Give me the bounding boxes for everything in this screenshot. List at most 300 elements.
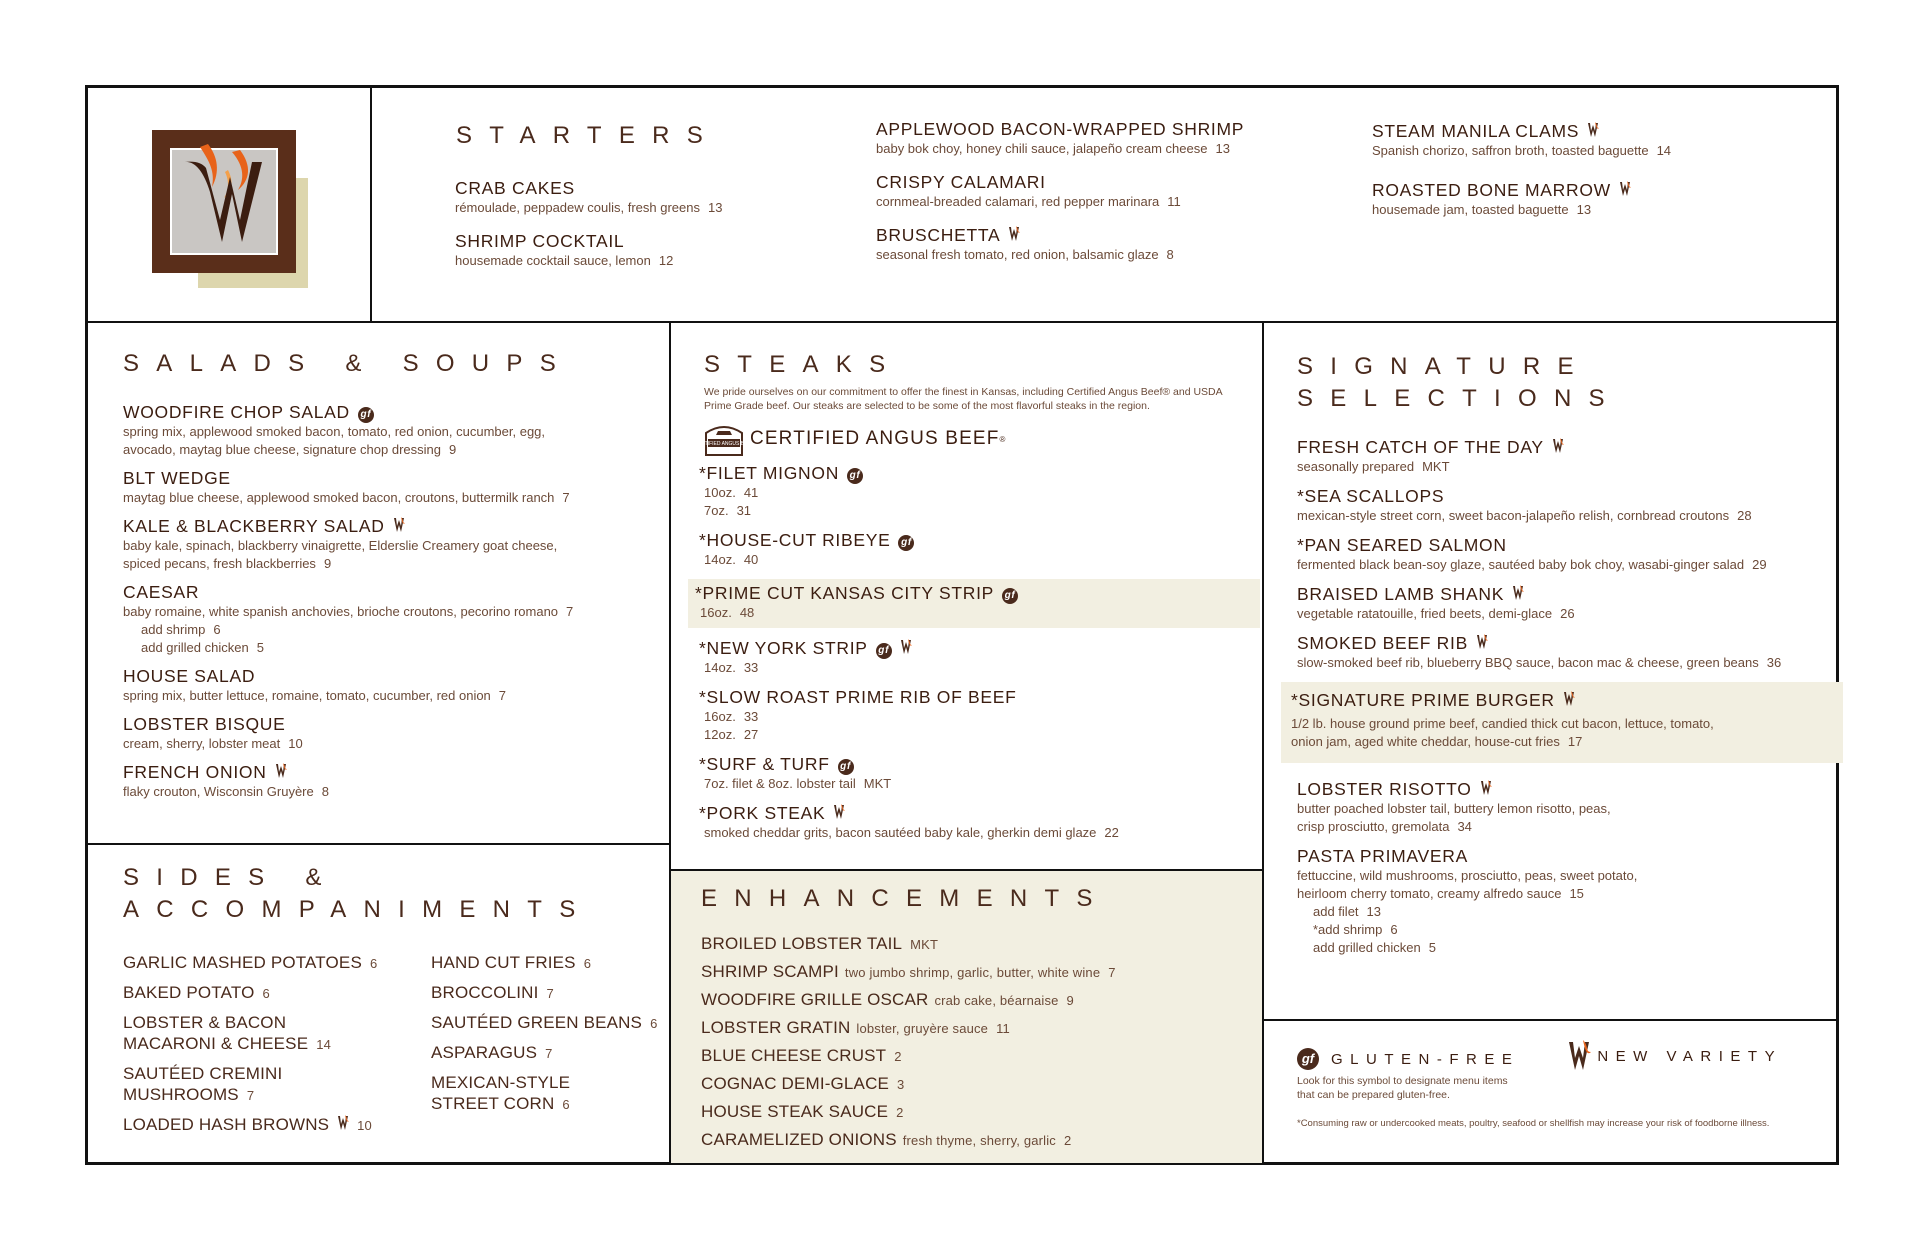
sides-col2 xyxy=(431,952,661,1123)
item-name xyxy=(123,402,653,423)
item-price: 13 xyxy=(1215,141,1230,156)
enhancement-price: 2 xyxy=(896,1105,904,1120)
enhancement-name: HOUSE STEAK SAUCE xyxy=(701,1102,889,1121)
item-price: 12 xyxy=(658,253,674,268)
gf-note: Look for this symbol to designate menu items xyxy=(1297,1075,1508,1087)
add-on-line xyxy=(1297,939,1827,957)
cab-label: CERTIFIED ANGUS BEEF xyxy=(750,428,1000,449)
item-description-text: onion jam, aged white cheddar, house-cut fries xyxy=(1291,734,1560,749)
new-variety-label: NEW VARIETY xyxy=(1597,1047,1783,1065)
item-description xyxy=(876,193,1296,211)
menu-item xyxy=(876,172,1296,211)
item-name-text: *SURF & TURF xyxy=(699,754,830,774)
gluten-free-icon: gf xyxy=(1297,1048,1319,1070)
item-price: 9 xyxy=(323,556,332,571)
sides-section xyxy=(123,862,663,926)
side-item xyxy=(123,952,423,973)
item-name-text: *NEW YORK STRIP xyxy=(699,638,868,658)
item-price: 31 xyxy=(736,503,752,518)
starters-col1 xyxy=(455,178,855,284)
side-item xyxy=(123,1063,423,1105)
item-name-text: KALE & BLACKBERRY SALAD xyxy=(123,516,385,536)
steaks-title: STEAKS xyxy=(704,351,903,378)
side-item-name-2: MACARONI & CHEESE xyxy=(123,1034,309,1053)
item-price: 5 xyxy=(1428,940,1436,955)
enhancement-price: 3 xyxy=(897,1077,905,1092)
menu-item xyxy=(455,178,855,217)
cab-badge-text: CERTIFIED ANGUS BEEF xyxy=(694,441,754,447)
side-item xyxy=(123,982,423,1003)
side-item-price: 7 xyxy=(246,1088,255,1103)
enhancement-item xyxy=(701,933,1241,954)
item-description-text: 10oz. xyxy=(704,485,736,500)
item-description-text: baby romaine, white spanish anchovies, brioche croutons, pecorino romano xyxy=(123,604,559,619)
item-name xyxy=(699,687,1244,708)
item-description-text: *add shrimp xyxy=(1313,922,1383,937)
side-item-name-2: MUSHROOMS xyxy=(123,1085,239,1104)
menu-item xyxy=(876,225,1296,264)
item-name-text: HOUSE SALAD xyxy=(123,666,256,686)
item-description-text: crisp prosciutto, gremolata xyxy=(1297,819,1450,834)
enhancement-description: fresh thyme, sherry, garlic xyxy=(902,1133,1056,1148)
item-name-text: SMOKED BEEF RIB xyxy=(1297,633,1468,653)
sides-title: SIDES & ACCOMPANIMENTS xyxy=(123,864,593,923)
side-item xyxy=(431,1042,661,1063)
item-price: 40 xyxy=(743,552,759,567)
side-item-name: MEXICAN-STYLE xyxy=(431,1073,571,1092)
item-name xyxy=(1297,779,1827,800)
enhancement-item xyxy=(701,989,1241,1010)
enhancement-description: lobster, gruyère sauce xyxy=(856,1021,989,1036)
item-description xyxy=(1297,654,1827,672)
new-variety-icon xyxy=(1476,634,1488,650)
item-name xyxy=(699,463,1244,484)
item-description-text: fettuccine, wild mushrooms, prosciutto, peas, sweet potato, xyxy=(1297,868,1638,883)
item-description xyxy=(123,441,653,459)
side-item xyxy=(123,1114,423,1135)
item-name xyxy=(695,583,1244,604)
menu-item xyxy=(1297,535,1827,574)
item-price: 7 xyxy=(566,604,574,619)
item-name-text: *FILET MIGNON xyxy=(699,463,840,483)
side-item-price: 7 xyxy=(545,1046,553,1061)
side-item-price: 6 xyxy=(369,956,378,971)
menu-item xyxy=(123,468,653,507)
side-item-price: 10 xyxy=(357,1118,372,1133)
menu-item xyxy=(1297,584,1827,623)
item-price: 5 xyxy=(256,640,264,655)
side-item-name-line2 xyxy=(123,1084,423,1105)
item-description xyxy=(704,775,1244,793)
gluten-free-icon: gf xyxy=(876,643,892,659)
item-name xyxy=(876,119,1296,140)
item-description xyxy=(704,726,1244,744)
item-description xyxy=(1297,800,1827,818)
item-description xyxy=(1297,867,1827,885)
gluten-free-icon: gf xyxy=(898,535,914,551)
item-price: 29 xyxy=(1752,557,1767,572)
item-description xyxy=(1297,507,1827,525)
item-name-text: FRESH CATCH OF THE DAY xyxy=(1297,437,1544,457)
item-name-text: *PAN SEARED SALMON xyxy=(1297,535,1507,555)
side-item-name: HAND CUT FRIES xyxy=(431,953,576,972)
item-name-text: BRAISED LAMB SHANK xyxy=(1297,584,1505,604)
item-name-text: *HOUSE-CUT RIBEYE xyxy=(699,530,891,550)
side-item-price: 6 xyxy=(650,1016,658,1031)
side-item xyxy=(431,952,661,973)
item-description-text: add shrimp xyxy=(141,622,206,637)
enhancement-item xyxy=(701,1045,1241,1066)
menu-item xyxy=(123,582,653,657)
enhancement-item xyxy=(701,1101,1241,1122)
item-description-text: flaky crouton, Wisconsin Gruyère xyxy=(123,784,314,799)
enhancement-item xyxy=(701,1073,1241,1094)
side-item-price: 14 xyxy=(316,1037,332,1052)
starters-title: STARTERS xyxy=(456,122,721,149)
item-price: 6 xyxy=(213,622,221,637)
item-name-text: *SLOW ROAST PRIME RIB OF BEEF xyxy=(699,687,1017,707)
side-item-name: GARLIC MASHED POTATOES xyxy=(123,953,362,972)
item-name xyxy=(1297,633,1827,654)
menu-item xyxy=(1372,180,1792,219)
item-description xyxy=(123,687,653,705)
menu-item xyxy=(123,666,653,705)
item-price: 36 xyxy=(1766,655,1782,670)
item-price: 6 xyxy=(1390,922,1398,937)
certified-angus-beef-logo-icon xyxy=(694,421,754,457)
item-description-text: maytag blue cheese, applewood smoked bacon, croutons, buttermilk ranch xyxy=(123,490,555,505)
new-variety-icon xyxy=(1552,438,1564,454)
item-description-text: 16oz. xyxy=(700,605,732,620)
steak-item xyxy=(699,530,1244,569)
cab-heading xyxy=(694,421,1244,457)
item-price: 7 xyxy=(562,490,570,505)
item-price: 41 xyxy=(743,485,759,500)
enhancement-item xyxy=(701,1017,1241,1038)
enhancement-name: BLUE CHEESE CRUST xyxy=(701,1046,887,1065)
new-variety-icon xyxy=(1587,122,1599,138)
gluten-free-icon: gf xyxy=(847,468,863,484)
item-price: 8 xyxy=(1166,247,1174,262)
item-name xyxy=(876,225,1296,246)
item-description-text: 12oz. xyxy=(704,727,736,742)
item-description xyxy=(704,502,1244,520)
item-name-text: PASTA PRIMAVERA xyxy=(1297,846,1468,866)
item-price: 8 xyxy=(321,784,329,799)
item-description xyxy=(1297,458,1827,476)
item-description xyxy=(704,708,1244,726)
steak-item xyxy=(699,803,1244,842)
item-name-text: *PORK STEAK xyxy=(699,803,826,823)
item-name-text: APPLEWOOD BACON-WRAPPED SHRIMP xyxy=(876,119,1245,139)
menu-item xyxy=(1297,486,1827,525)
enhancement-price: MKT xyxy=(910,937,939,952)
item-description-text: heirloom cherry tomato, creamy alfredo sauce xyxy=(1297,886,1562,901)
item-price: 48 xyxy=(739,605,755,620)
item-description-text: 1/2 lb. house ground prime beef, candied thick cut bacon, lettuce, tomato, xyxy=(1291,716,1714,731)
steak-item xyxy=(699,687,1244,744)
item-description-text: Spanish chorizo, saffron broth, toasted baguette xyxy=(1372,143,1649,158)
item-description-text: avocado, maytag blue cheese, signature chop dressing xyxy=(123,442,441,457)
enhancement-price: 2 xyxy=(894,1049,902,1064)
item-description xyxy=(455,199,855,217)
enhancement-price: 2 xyxy=(1063,1133,1072,1148)
item-price: 22 xyxy=(1104,825,1119,840)
item-description-text: vegetable ratatouille, fried beets, demi-glace xyxy=(1297,606,1553,621)
enhancement-price: 9 xyxy=(1066,993,1074,1008)
item-description xyxy=(123,423,653,441)
item-name-text: ROASTED BONE MARROW xyxy=(1372,180,1611,200)
item-price: 27 xyxy=(743,727,759,742)
item-price: 34 xyxy=(1457,819,1472,834)
item-description-text: baby kale, spinach, blackberry vinaigrette, Elderslie Creamery goat cheese, xyxy=(123,538,558,553)
side-item xyxy=(123,1012,423,1054)
menu-item xyxy=(123,714,653,753)
item-price: 14 xyxy=(1656,143,1672,158)
new-variety-icon xyxy=(1480,780,1492,796)
new-variety-icon xyxy=(1563,691,1575,707)
legend xyxy=(1297,1048,1817,1129)
item-price: 17 xyxy=(1567,734,1583,749)
item-description xyxy=(1291,715,1827,733)
enhancement-name: SHRIMP SCAMPI xyxy=(701,962,839,981)
item-price: 28 xyxy=(1737,508,1752,523)
menu-item xyxy=(1297,437,1827,476)
new-variety-icon xyxy=(900,639,912,655)
item-price: MKT xyxy=(1422,459,1450,474)
enhancements-title: ENHANCEMENTS xyxy=(701,885,1110,912)
new-variety-icon xyxy=(1619,181,1631,197)
enhancements-section xyxy=(701,883,1241,1157)
logo xyxy=(150,128,310,293)
item-description xyxy=(1297,818,1827,836)
item-description-text: slow-smoked beef rib, blueberry BBQ sauce, bacon mac & cheese, green beans xyxy=(1297,655,1759,670)
item-description-text: butter poached lobster tail, buttery lemon risotto, peas, xyxy=(1297,801,1611,816)
enhancement-name: BROILED LOBSTER TAIL xyxy=(701,934,903,953)
item-price: 13 xyxy=(1576,202,1592,217)
item-description-text: cornmeal-breaded calamari, red pepper marinara xyxy=(876,194,1160,209)
item-description xyxy=(1297,605,1827,623)
side-item-name: LOADED HASH BROWNS xyxy=(123,1115,330,1134)
item-name xyxy=(1297,846,1827,867)
item-name xyxy=(1297,437,1827,458)
woodfire-logo-icon xyxy=(170,132,280,257)
item-description xyxy=(1372,201,1792,219)
side-item-price: 6 xyxy=(262,986,270,1001)
item-description-text: cream, sherry, lobster meat xyxy=(123,736,281,751)
item-name-text: WOODFIRE CHOP SALAD xyxy=(123,402,350,422)
side-item xyxy=(431,982,661,1003)
item-price: 33 xyxy=(743,709,759,724)
salads-section xyxy=(123,348,653,810)
enhancement-name: WOODFIRE GRILLE OSCAR xyxy=(701,990,929,1009)
item-price: 13 xyxy=(707,200,723,215)
side-item-price: 6 xyxy=(583,956,592,971)
item-name xyxy=(123,516,653,537)
item-description-text: spring mix, applewood smoked bacon, tomato, red onion, cucumber, egg, xyxy=(123,424,546,439)
item-name-text: CRAB CAKES xyxy=(455,178,575,198)
item-description xyxy=(876,140,1296,158)
item-description xyxy=(123,735,653,753)
item-name-text: LOBSTER RISOTTO xyxy=(1297,779,1472,799)
item-description-text: spiced pecans, fresh blackberries xyxy=(123,556,316,571)
starters-section xyxy=(456,120,856,152)
item-description xyxy=(704,484,1244,502)
new-variety-icon xyxy=(337,1115,349,1131)
item-description-text: add grilled chicken xyxy=(1313,940,1421,955)
add-on-line xyxy=(1297,921,1827,939)
new-variety-icon xyxy=(275,763,287,779)
item-description-text: 14oz. xyxy=(704,552,736,567)
item-name xyxy=(123,714,653,735)
item-description-text: seasonally prepared xyxy=(1297,459,1415,474)
item-description-text: housemade jam, toasted baguette xyxy=(1372,202,1569,217)
item-description xyxy=(123,603,653,621)
item-price: 11 xyxy=(1167,194,1181,209)
item-name xyxy=(123,582,653,603)
item-name xyxy=(123,762,653,783)
menu-item xyxy=(123,516,653,573)
item-name xyxy=(1297,535,1827,556)
side-item-name: LOBSTER & BACON xyxy=(123,1013,287,1032)
item-name xyxy=(699,754,1244,775)
item-description-text: 16oz. xyxy=(704,709,736,724)
enhancement-item xyxy=(701,1129,1241,1150)
new-variety-icon xyxy=(1008,226,1020,242)
side-item-name: ASPARAGUS xyxy=(431,1043,538,1062)
item-description xyxy=(123,537,653,555)
item-description xyxy=(704,824,1244,842)
item-description-text: housemade cocktail sauce, lemon xyxy=(455,253,651,268)
menu-item xyxy=(455,231,855,270)
cab-registered-mark: ® xyxy=(999,434,1006,444)
side-item-price: 6 xyxy=(562,1097,570,1112)
item-price: 10 xyxy=(288,736,303,751)
enhancement-price: 7 xyxy=(1108,965,1116,980)
item-description-text: 7oz. filet & 8oz. lobster tail xyxy=(704,776,856,791)
salads-title: SALADS & SOUPS xyxy=(123,350,573,377)
item-description-text: smoked cheddar grits, bacon sautéed baby kale, gherkin demi glaze xyxy=(704,825,1097,840)
item-name xyxy=(1372,180,1792,201)
item-description-text: 14oz. xyxy=(704,660,736,675)
item-name xyxy=(455,178,855,199)
side-item-name: SAUTÉED GREEN BEANS xyxy=(431,1013,643,1032)
item-name-text: SHRIMP COCKTAIL xyxy=(455,231,625,251)
item-description xyxy=(123,489,653,507)
item-description xyxy=(876,246,1296,264)
enhancement-name: LOBSTER GRATIN xyxy=(701,1018,851,1037)
item-price: 9 xyxy=(448,442,457,457)
item-price: 7 xyxy=(498,688,507,703)
side-item xyxy=(431,1012,661,1033)
item-name-text: BRUSCHETTA xyxy=(876,225,1001,245)
gluten-free-icon: gf xyxy=(358,407,374,423)
item-name-text: BLT WEDGE xyxy=(123,468,231,488)
item-description-text: add filet xyxy=(1313,904,1359,919)
enhancement-price: 11 xyxy=(996,1021,1010,1036)
starters-col2 xyxy=(876,119,1296,278)
menu-item xyxy=(1372,121,1792,160)
item-name xyxy=(699,638,1244,659)
signature-title: SIGNATURE SELECTIONS xyxy=(1297,353,1622,412)
side-item-name: BAKED POTATO xyxy=(123,983,255,1002)
item-description xyxy=(1297,556,1827,574)
item-name xyxy=(455,231,855,252)
item-price: 15 xyxy=(1569,886,1584,901)
item-price: 26 xyxy=(1560,606,1575,621)
add-on-line xyxy=(1297,903,1827,921)
steak-item xyxy=(688,579,1260,628)
item-name-text: CAESAR xyxy=(123,582,200,602)
disclaimer: *Consuming raw or undercooked meats, poultry, seafood or shellfish may increase your risk of foodborne illness. xyxy=(1297,1118,1770,1129)
item-price: 13 xyxy=(1366,904,1382,919)
item-name xyxy=(876,172,1296,193)
item-name xyxy=(699,803,1244,824)
steak-item xyxy=(699,638,1244,677)
item-name xyxy=(123,468,653,489)
enhancement-name: CARAMELIZED ONIONS xyxy=(701,1130,897,1149)
item-description xyxy=(704,551,1244,569)
item-description xyxy=(123,783,653,801)
side-item-name-line2 xyxy=(431,1093,661,1114)
new-variety-icon xyxy=(393,517,405,533)
item-name-text: *PRIME CUT KANSAS CITY STRIP xyxy=(695,583,995,603)
signature-section xyxy=(1291,351,1827,967)
side-item-name: SAUTÉED CREMINI xyxy=(123,1064,283,1083)
gluten-free-icon: gf xyxy=(1002,588,1018,604)
item-description-text: add grilled chicken xyxy=(141,640,249,655)
side-item xyxy=(431,1072,661,1114)
item-description xyxy=(1372,142,1792,160)
item-name xyxy=(699,530,1244,551)
item-description-text: seasonal fresh tomato, red onion, balsamic glaze xyxy=(876,247,1159,262)
item-name-text: CRISPY CALAMARI xyxy=(876,172,1046,192)
item-description-text: spring mix, butter lettuce, romaine, tomato, cucumber, red onion xyxy=(123,688,491,703)
enhancement-description: crab cake, béarnaise xyxy=(934,993,1059,1008)
item-description xyxy=(700,604,1244,622)
item-name xyxy=(1297,584,1827,605)
enhancement-item xyxy=(701,961,1241,982)
menu-item xyxy=(1297,846,1827,957)
steak-item xyxy=(699,463,1244,520)
item-description-text: rémoulade, peppadew coulis, fresh greens xyxy=(455,200,700,215)
starters-col3 xyxy=(1372,121,1792,239)
item-name xyxy=(1372,121,1792,142)
add-on-line xyxy=(123,639,653,657)
steaks-intro: We pride ourselves on our commitment to offer the finest in Kansas, including Certified Angus Beef® and USDA Prime Grade beef. Our steaks are selected to be some of the most flavorful steaks in the region. xyxy=(704,386,1223,412)
side-item-price: 7 xyxy=(546,986,554,1001)
side-item-name-line2 xyxy=(123,1033,423,1054)
item-name-text: *SEA SCALLOPS xyxy=(1297,486,1445,506)
sides-col1 xyxy=(123,952,423,1144)
item-description-text: 7oz. xyxy=(704,503,729,518)
item-description xyxy=(455,252,855,270)
signature-burger-box xyxy=(1281,682,1843,763)
menu-item xyxy=(876,119,1296,158)
menu-item xyxy=(1297,779,1827,836)
item-description-text: baby bok choy, honey chili sauce, jalapeño cream cheese xyxy=(876,141,1208,156)
new-variety-icon xyxy=(1512,585,1524,601)
menu-item xyxy=(1297,633,1827,672)
new-variety-icon xyxy=(833,804,845,820)
item-description-text: mexican-style street corn, sweet bacon-jalapeño relish, cornbread croutons xyxy=(1297,508,1730,523)
enhancement-description: two jumbo shrimp, garlic, butter, white wine xyxy=(844,965,1101,980)
item-price: MKT xyxy=(863,776,892,791)
item-price: 33 xyxy=(743,660,759,675)
new-variety-icon xyxy=(1567,1040,1591,1072)
side-item-name: BROCCOLINI xyxy=(431,983,539,1002)
side-item-name-2: STREET CORN xyxy=(431,1094,555,1113)
